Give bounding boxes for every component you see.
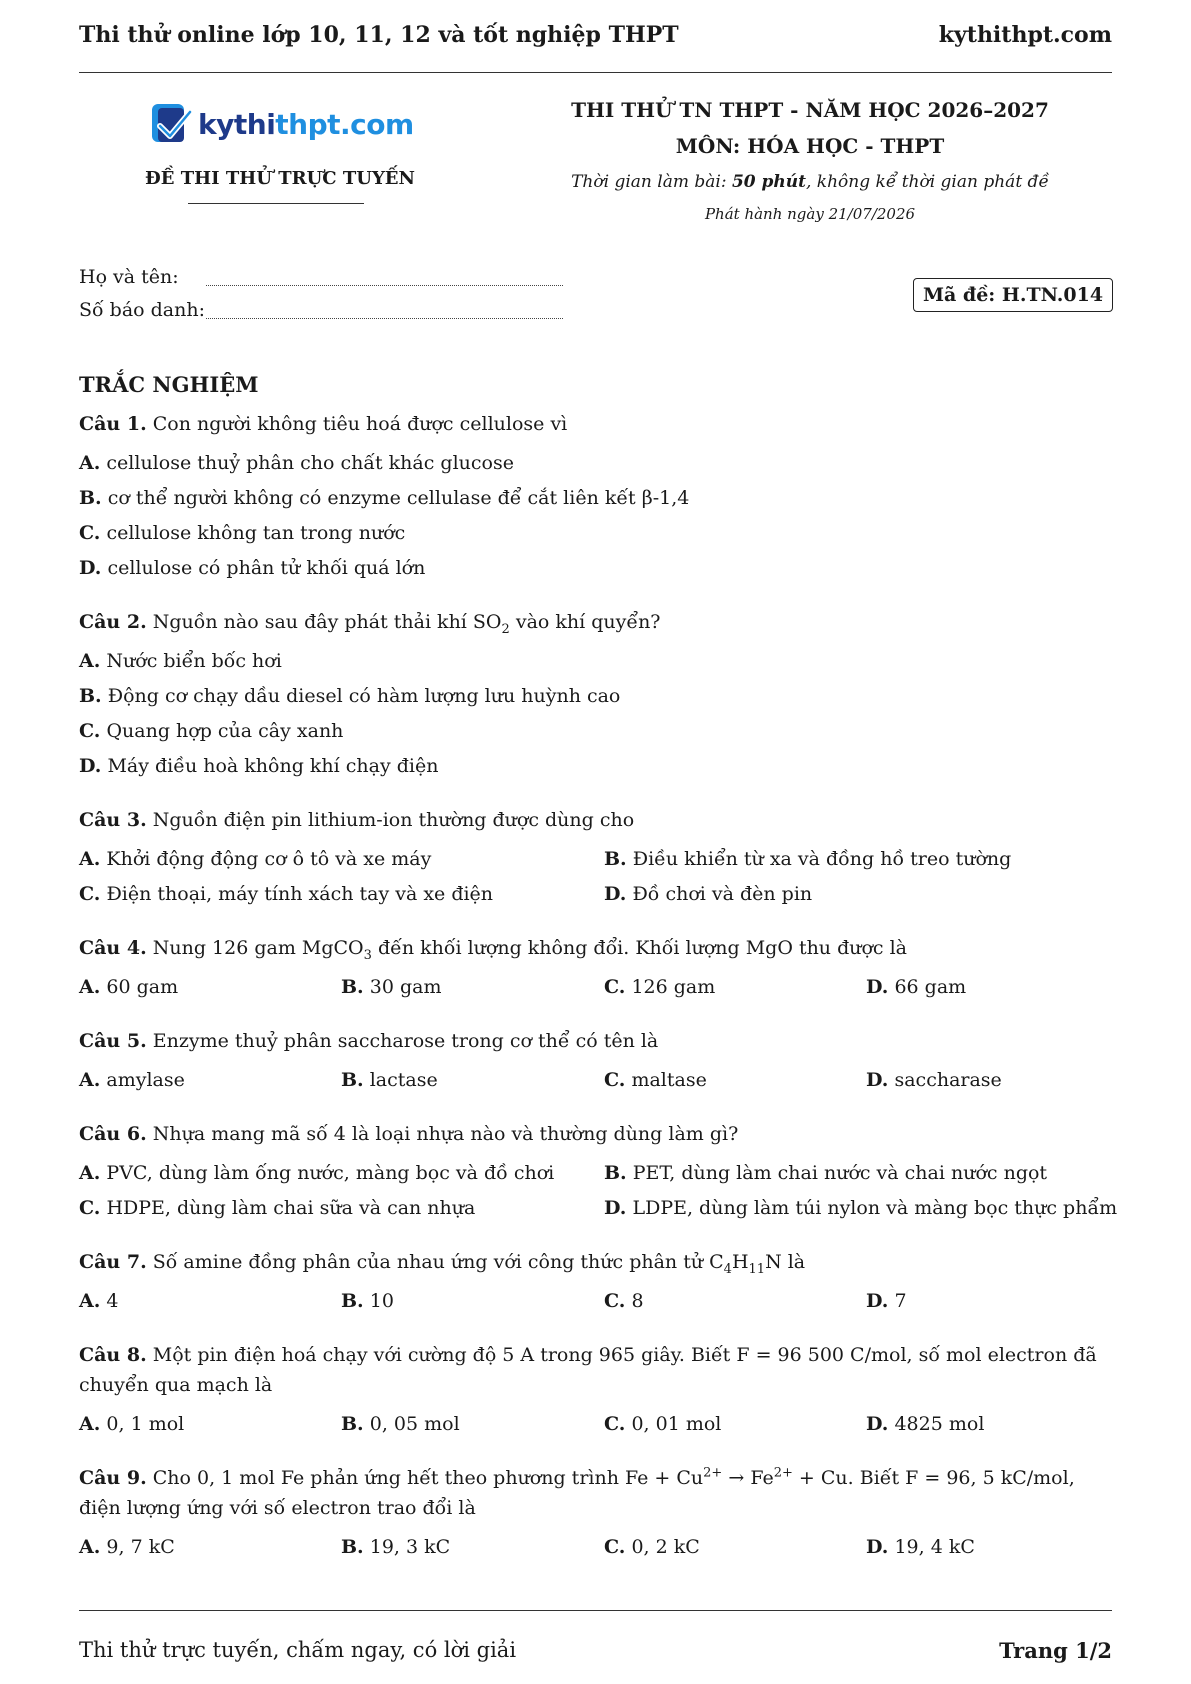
question-4: Câu 4. Nung 126 gam MgCO$_3$ đến khối lượng không đổi. Khối lượng MgO thu được là [79,937,908,963]
q2-option-a[interactable]: A. Nước biển bốc hơi [79,650,282,672]
q3-option-d[interactable]: D. Đồ chơi và đèn pin [604,883,813,905]
q4-option-d[interactable]: D. 66 gam [866,976,967,998]
q1-option-b[interactable]: B. cơ thể người không có enzyme cellulase để cắt liên kết β-1,4 [79,487,690,509]
q2-option-d[interactable]: D. Máy điều hoà không khí chạy điện [79,755,439,777]
q9-option-d[interactable]: D. 19, 4 kC [866,1536,975,1558]
q1-option-c[interactable]: C. cellulose không tan trong nước [79,522,406,544]
question-6: Câu 6. Nhựa mang mã số 4 là loại nhựa nào và thường dùng làm gì? [79,1123,739,1145]
q2-option-c[interactable]: C. Quang hợp của cây xanh [79,720,344,742]
q9-option-c[interactable]: C. 0, 2 kC [604,1536,700,1558]
q7-option-d[interactable]: D. 7 [866,1290,907,1312]
header-rule [79,72,1112,73]
q5-option-b[interactable]: B. lactase [341,1069,438,1091]
q2-option-b[interactable]: B. Động cơ chạy dầu diesel có hàm lượng lưu huỳnh cao [79,685,621,707]
logo-check-icon [150,100,194,148]
q7-option-a[interactable]: A. 4 [79,1290,119,1312]
exam-time: Thời gian làm bài: 50 phút, không kể thời gian phát đề [571,172,1049,192]
q8-option-c[interactable]: C. 0, 01 mol [604,1413,722,1435]
q4-option-a[interactable]: A. 60 gam [79,976,179,998]
subtitle-rule [188,203,364,204]
name-label: Họ và tên: [79,266,179,288]
q6-option-b[interactable]: B. PET, dùng làm chai nước và chai nước ngọt [604,1162,1048,1184]
footer-left: Thi thử trực tuyến, chấm ngay, có lời giải [79,1638,517,1662]
q1-option-a[interactable]: A. cellulose thuỷ phân cho chất khác glucose [79,452,514,474]
exam-title: THI THỬ TN THPT - NĂM HỌC 2026–2027 [571,98,1049,122]
q8-option-a[interactable]: A. 0, 1 mol [79,1413,185,1435]
q8-option-b[interactable]: B. 0, 05 mol [341,1413,460,1435]
q1-option-d[interactable]: D. cellulose có phân tử khối quá lớn [79,557,426,579]
header-left: Thi thử online lớp 10, 11, 12 và tốt nghiệp THPT [79,22,679,48]
question-3: Câu 3. Nguồn điện pin lithium-ion thường được dùng cho [79,809,635,831]
exam-issue-date: Phát hành ngày 21/07/2026 [704,205,916,223]
q4-option-c[interactable]: C. 126 gam [604,976,716,998]
page-number: Trang 1/2 [999,1638,1112,1663]
name-field[interactable] [206,285,563,286]
q6-option-a[interactable]: A. PVC, dùng làm ống nước, màng bọc và đồ chơi [79,1162,555,1184]
question-1: Câu 1. Con người không tiêu hoá được cellulose vì [79,413,568,435]
q9-option-a[interactable]: A. 9, 7 kC [79,1536,175,1558]
question-9: Câu 9. Cho 0, 1 mol Fe phản ứng hết theo phương trình $Fe + Cu^{2+} \to Fe^{2+} + Cu$. Biết F = 96, 5 kC/mol, điện lượng ứng với số electron trao đổi là [79,1465,1075,1519]
q6-option-c[interactable]: C. HDPE, dùng làm chai sữa và can nhựa [79,1197,476,1219]
id-field[interactable] [206,318,563,319]
question-8: Câu 8. Một pin điện hoá chạy với cường độ 5 A trong 965 giây. Biết F = 96 500 C/mol, số mol electron đã chuyển qua mạch là [79,1344,1097,1396]
subtitle-online-exam: ĐỀ THI THỬ TRỰC TUYẾN [145,168,415,189]
q7-option-b[interactable]: B. 10 [341,1290,394,1312]
section-title: TRẮC NGHIỆM [79,372,259,397]
q9-option-b[interactable]: B. 19, 3 kC [341,1536,451,1558]
q3-option-a[interactable]: A. Khởi động động cơ ô tô và xe máy [79,848,432,870]
q7-option-c[interactable]: C. 8 [604,1290,644,1312]
q5-option-c[interactable]: C. maltase [604,1069,707,1091]
q3-option-b[interactable]: B. Điều khiển từ xa và đồng hồ treo tường [604,848,1012,870]
q6-option-d[interactable]: D. LDPE, dùng làm túi nylon và màng bọc thực phẩm [604,1197,1118,1219]
question-7: Câu 7. Số amine đồng phân của nhau ứng với công thức phân tử $C_4H_{11}N$ là [79,1251,806,1277]
logo-wordmark: kythithpt.com [198,107,414,141]
exam-subject: MÔN: HÓA HỌC - THPT [675,134,945,158]
id-label: Số báo danh: [79,299,206,321]
q5-option-a[interactable]: A. amylase [79,1069,185,1091]
question-2: Câu 2. Nguồn nào sau đây phát thải khí $SO_2$ vào khí quyển? [79,611,661,637]
q3-option-c[interactable]: C. Điện thoại, máy tính xách tay và xe điện [79,883,494,905]
exam-code-badge: Mã đề: H.TN.014 [913,278,1113,312]
header-right: kythithpt.com [938,22,1112,48]
q4-option-b[interactable]: B. 30 gam [341,976,442,998]
running-header [79,22,1112,52]
question-5: Câu 5. Enzyme thuỷ phân saccharose trong cơ thể có tên là [79,1030,659,1052]
q5-option-d[interactable]: D. saccharase [866,1069,1002,1091]
footer-rule [79,1610,1112,1611]
site-logo [150,100,414,148]
q8-option-d[interactable]: D. 4825 mol [866,1413,985,1435]
